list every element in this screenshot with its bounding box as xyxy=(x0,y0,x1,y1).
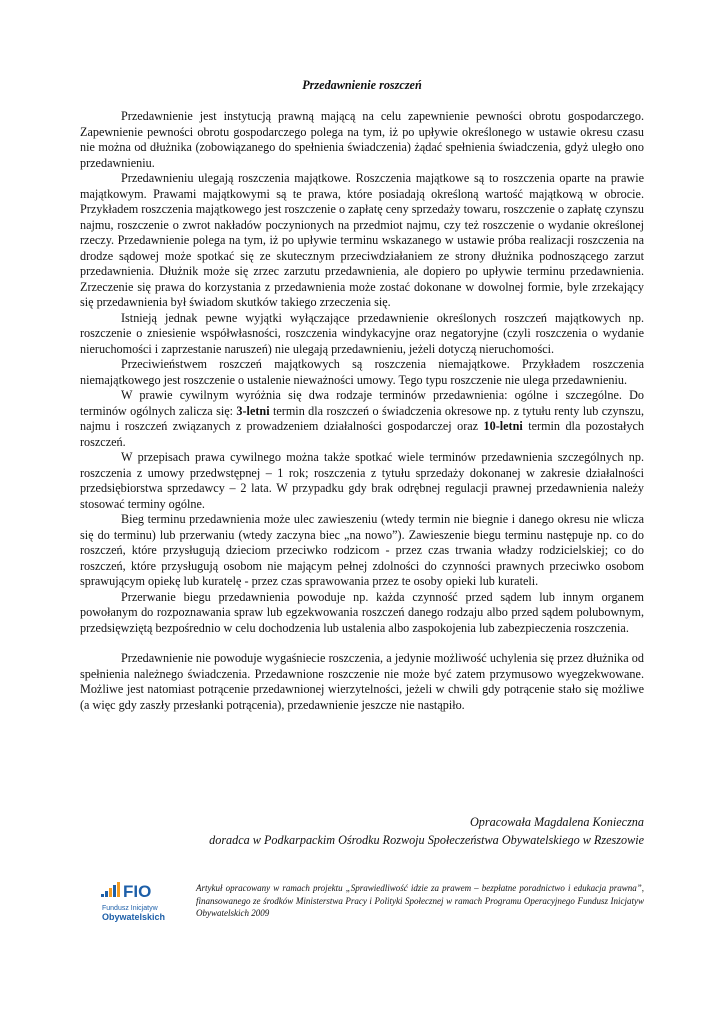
footer xyxy=(100,880,644,930)
paragraph-2: Przedawnieniu ulegają roszczenia majątkowe. Roszczenia majątkowe są to roszczenia oparte na prawie majątkowym. Prawami majątkowymi są te prawa, które posiadają określoną wartość majątkową w obrocie. Przykładem roszczenia majątkowego jest roszczenie o zapłatę ceny sprzedaży towaru, roszczenie o zapłatę czynszu najmu, roszczenie o zwrot nakładów poczynionych na przedmiot najmu, czy też roszczenie o wydanie określonej rzeczy. Przedawnienie polega na tym, iż po upływie terminu wskazanego w ustawie próba realizacji roszczenia na drodze sądowej może spotkać się ze skutecznym przeciwdziałaniem ze strony dłużnika podnoszącego zarzut przedawnienia. Dłużnik może się zrzec zarzutu przedawnienia, ale dopiero po upływie terminu przedawnienia. Zrzeczenie się prawa do korzystania z przedawnienia może zostać dokonane w dowolnej formie, byle zrzekający się przedawnienia był świadom skutków takiego zrzeczenia się. xyxy=(80,171,644,309)
paragraph-6: W przepisach prawa cywilnego można także spotkać wiele terminów przedawnienia szczególnych np. roszczenia z umowy przedwstępnej – 1 rok; roszczenia z tytułu sprzedaży dokonanej w zakresie działalności przedsiębiorstwa sprzedawcy – 2 lata. W przypadku gdy brak odrębnej regulacji prawnej przedawnienia należy stosować terminy ogólne. xyxy=(80,450,644,511)
terms-bold-2: 10-letni xyxy=(483,419,523,433)
document-title: Przedawnienie roszczeń xyxy=(302,78,422,92)
paragraph-4: Przeciwieństwem roszczeń majątkowych są roszczenia niemajątkowe. Przykładem roszczenia niemajątkowego jest roszczenie o ustalenie nieważności umowy. Tego typu roszczenie nie ulega przedawnieniu. xyxy=(80,357,644,387)
fio-logo xyxy=(100,880,180,924)
logo-mark: FIO xyxy=(123,882,152,901)
paragraph-terms xyxy=(80,388,644,450)
signature-author: Opracowała Magdalena Konieczna xyxy=(470,815,644,829)
terms-text-1: W prawie cywilnym wyróżnia się dwa rodzaje terminów przedawnienia: ogólne i szczególne. Do terminów ogólnych zalicza się: xyxy=(80,388,644,418)
terms-text-3: termin dla pozostałych roszczeń. xyxy=(80,419,644,449)
paragraph-7: Bieg terminu przedawnienia może ulec zawieszeniu (wtedy termin nie biegnie i danego okresu nie wlicza się do terminu) lub przerwaniu (wtedy zaczyna biec „na nowo”). Zawieszenie biegu terminu następuje np. co do roszczeń, które przysługują dzieciom przeciwko rodzicom - przez czas trwania władzy rodzicielskiej; co do roszczeń, które przysługują osobom nie mającym pełnej zdolności do czynności prawnych przeciwko osobom sprawującym opiekę lub kuratelę - przez czas sprawowania przez te osoby opieki lub kurateli. xyxy=(80,512,644,588)
terms-bold-1: 3-letni xyxy=(236,403,270,418)
logo-line-1: Fundusz Inicjatyw xyxy=(102,905,158,912)
paragraph-8: Przerwanie biegu przedawnienia powoduje np. każda czynność przed sądem lub innym organem powołanym do rozpoznawania spraw lub egzekwowania roszczeń danego rodzaju albo przed sądem polubownym, przedsięwziętą bezpośrednio w celu dochodzenia lub ustalenia albo zaspokojenia lub zabezpieczenia roszczenia. xyxy=(80,589,644,635)
paragraph-1: Przedawnienie jest instytucją prawną mającą na celu zapewnienie pewności obrotu gospodarczego. Zapewnienie pewności obrotu gospodarczego polega na tym, iż po upływie określonego w ustawie okresu czasu nie można od dłużnika (zobowiązanego do spełnienia świadczenia) żądać spełnienia świadczenia, gdyż uległo ono przedawnieniu. xyxy=(80,109,644,170)
footer-text: Artykuł opracowany w ramach projektu „Sprawiedliwość idzie za prawem – bezpłatne poradnictwo i edukacja prawna”, finansowanego ze środków Ministerstwa Pracy i Polityki Społecznej w ramach Programu Operacyjnego Fundusz Inicjatyw Obywatelskich 2009 xyxy=(196,883,644,918)
paragraph-3: Istnieją jednak pewne wyjątki wyłączające przedawnienie określonych roszczeń majątkowych np. roszczenie o zniesienie współwłasności, roszczenia windykacyjne oraz negatoryjne (czyli roszczenia o wydanie nieruchomości i zaprzestanie naruszeń) nie ulegają przedawnieniu, jeżeli dotyczą nieruchomości. xyxy=(80,310,644,356)
signature xyxy=(209,813,644,849)
signature-role: doradca w Podkarpackim Ośrodku Rozwoju Społeczeństwa Obywatelskiego w Rzeszowie xyxy=(209,833,644,847)
logo-line-2: Obywatelskich xyxy=(102,912,166,922)
document-body xyxy=(80,78,644,713)
paragraph-9: Przedawnienie nie powoduje wygaśniecie roszczenia, a jedynie możliwość uchylenia się przez dłużnika od spełnienia należnego świadczenia. Przedawnione roszczenie nie może być zatem przymusowo wyegzekwowane. Możliwe jest natomiast potrącenie przedawnionej wierzytelności, jeżeli w chwili gdy potrącenie stało się możliwe (a więc gdy zaszły przesłanki potrącenia), przedawnienie jeszcze nie nastąpiło. xyxy=(80,651,644,712)
terms-text-2: termin dla roszczeń o świadczenia okresowe np. z tytułu renty lub czynszu, najmu i roszczeń związanych z prowadzeniem działalności gospodarczej oraz xyxy=(80,403,644,433)
